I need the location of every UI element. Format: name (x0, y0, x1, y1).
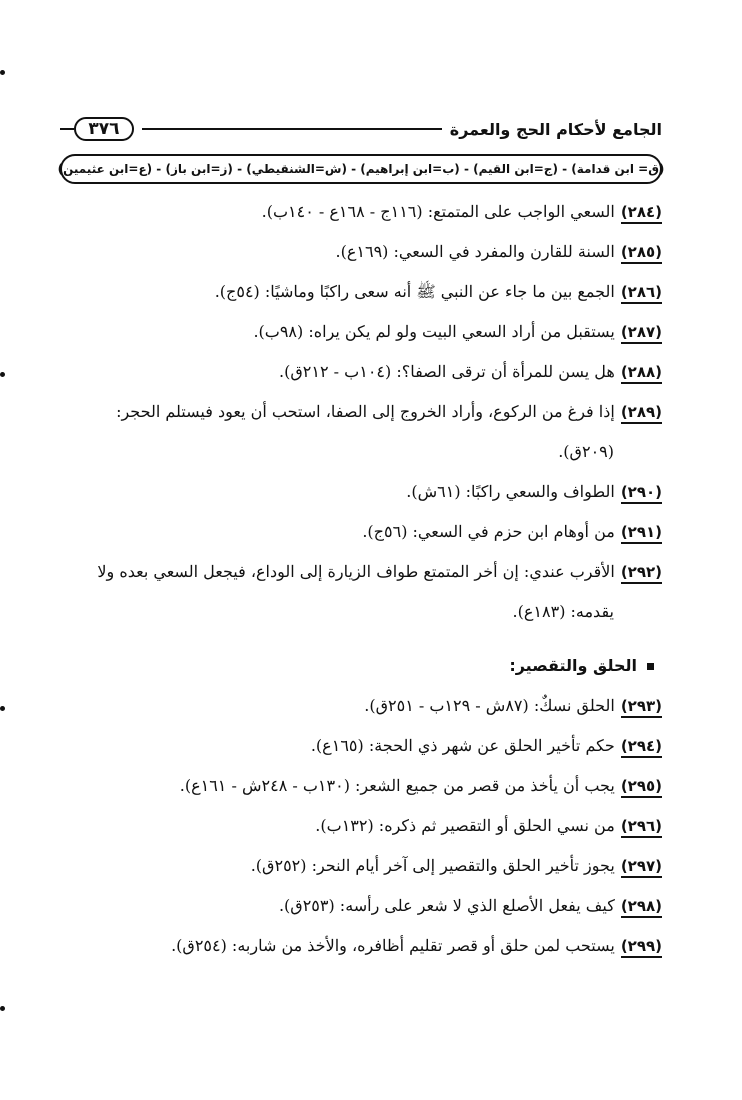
margin-dot (0, 372, 5, 377)
entry-text: السعي الواجب على المتمتع: (١١٦ج - ١٦٨ع - ١٤٠ب). (261, 202, 615, 221)
entry-continuation: يقدمه: (١٨٣ع). (512, 602, 614, 621)
list-item (60, 392, 662, 432)
entries-list (60, 686, 662, 966)
entry-text: كيف يفعل الأصلع الذي لا شعر على رأسه: (٢٥٣ق). (278, 896, 615, 915)
margin-dot (0, 1006, 5, 1011)
entry-text: حكم تأخير الحلق عن شهر ذي الحجة: (١٦٥ع). (310, 736, 615, 755)
entry-text: الطواف والسعي راكبًا: (٦١ش). (406, 482, 615, 501)
entry-number: (٢٩٢) (621, 563, 662, 584)
list-item (60, 312, 662, 352)
margin-dot (0, 70, 5, 75)
entry-text: إذا فرغ من الركوع، وأراد الخروج إلى الصفا، استحب أن يعود فيستلم الحجر: (116, 402, 615, 421)
entry-number: (٢٩١) (621, 523, 662, 544)
entry-text: يستقبل من أراد السعي البيت ولو لم يكن يراه: (٩٨ب). (253, 322, 615, 341)
entry-text: السنة للقارن والمفرد في السعي: (١٦٩ع). (335, 242, 615, 261)
list-item (60, 806, 662, 846)
list-item (60, 846, 662, 886)
entry-text: هل يسن للمرأة أن ترقى الصفا؟: (١٠٤ب - ٢١٢ق). (279, 362, 615, 381)
entry-number: (٢٨٥) (621, 243, 662, 264)
entries-list (60, 192, 662, 632)
entry-number: (٢٩٨) (621, 897, 662, 918)
entry-number: (٢٨٨) (621, 363, 662, 384)
entry-text: يجوز تأخير الحلق والتقصير إلى آخر أيام النحر: (٢٥٢ق). (250, 856, 615, 875)
entry-number: (٢٩٠) (621, 483, 662, 504)
entry-number: (٢٩٦) (621, 817, 662, 838)
running-header (60, 112, 662, 146)
book-page (57, 112, 665, 966)
list-item (60, 766, 662, 806)
entry-text: الجمع بين ما جاء عن النبي ﷺ أنه سعى راكبًا وماشيًا: (٥٤ج). (214, 282, 615, 301)
entry-continuation: (٢٠٩ق). (558, 442, 614, 461)
list-item (60, 726, 662, 766)
section-heading (60, 646, 662, 686)
list-item (60, 472, 662, 512)
entry-number: (٢٨٧) (621, 323, 662, 344)
entry-number: (٢٩٣) (621, 697, 662, 718)
entry-text: الحلق نسكٌ: (٨٧ش - ١٢٩ب - ٢٥١ق). (364, 696, 615, 715)
entry-number: (٢٩٥) (621, 777, 662, 798)
page-number: ٣٧٦ (74, 117, 134, 141)
list-item (60, 192, 662, 232)
list-item (60, 926, 662, 966)
book-title: الجامع لأحكام الحج والعمرة (449, 119, 662, 139)
header-rule (142, 128, 442, 130)
bullet-icon (647, 663, 654, 670)
entry-text: يستحب لمن حلق أو قصر تقليم أظافره، والأخذ من شاربه: (٢٥٤ق). (171, 936, 615, 955)
entry-text: من نسي الحلق أو التقصير ثم ذكره: (١٣٢ب). (315, 816, 615, 835)
entry-number: (٢٨٩) (621, 403, 662, 424)
entry-number: (٢٩٩) (621, 937, 662, 958)
list-item (60, 686, 662, 726)
entry-number: (٢٩٧) (621, 857, 662, 878)
margin-dot (0, 706, 5, 711)
list-item (60, 272, 662, 312)
entry-number: (٢٨٤) (621, 203, 662, 224)
list-item (60, 352, 662, 392)
entry-number: (٢٩٤) (621, 737, 662, 758)
header-rule (60, 128, 74, 130)
entry-text: الأقرب عندي: إن أخر المتمتع طواف الزيارة إلى الوداع، فيجعل السعي بعده ولا (97, 562, 615, 581)
entry-text: من أوهام ابن حزم في السعي: (٥٦ج). (362, 522, 615, 541)
section-title: الحلق والتقصير: (509, 656, 637, 675)
list-item (60, 512, 662, 552)
list-item (60, 886, 662, 926)
entry-text: يجب أن يأخذ من قصر من جميع الشعر: (١٣٠ب - ٢٤٨ش - ١٦١ع). (179, 776, 615, 795)
entry-number: (٢٨٦) (621, 283, 662, 304)
list-item (60, 232, 662, 272)
abbreviations-key: (ق= ابن قدامة) - (ج=ابن القيم) - (ب=ابن إبراهيم) - (ش=الشنقيطي) - (ز=ابن باز) - (ع=ابن عثيمين) (60, 154, 662, 184)
list-item (60, 552, 662, 592)
